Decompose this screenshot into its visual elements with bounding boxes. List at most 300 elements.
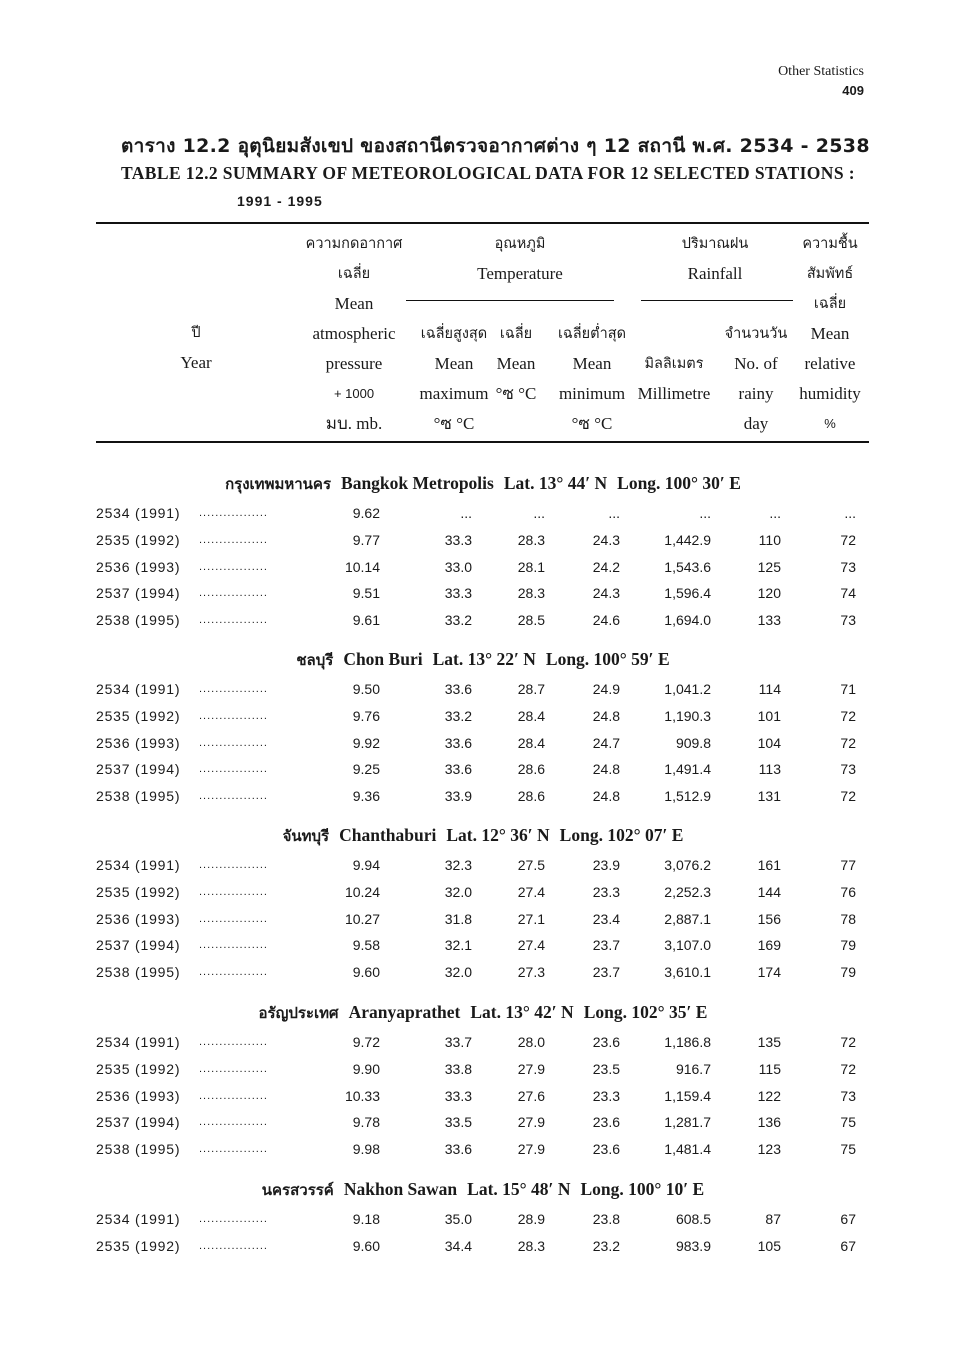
station-name-thai: จันทบุรี [282, 827, 330, 845]
mean-temp-cell: 28.3 [517, 531, 545, 548]
mean-max-cell: 34.4 [444, 1237, 472, 1254]
mean-min-cell: 23.6 [592, 1114, 620, 1131]
station-heading [0, 472, 966, 496]
table-row [0, 708, 966, 728]
pressure-cell: 9.78 [352, 1114, 380, 1131]
table-row [0, 505, 966, 525]
rainy-days-cell: 144 [757, 883, 781, 900]
rainy-days-cell: 169 [757, 937, 781, 954]
rainfall-mm-cell: 1,543.6 [664, 558, 711, 575]
table-row [0, 681, 966, 701]
mean-min-cell: 24.8 [592, 761, 620, 778]
rainfall-mm-cell: 1,481.4 [664, 1141, 711, 1158]
rainfall-mm-cell: 1,186.8 [664, 1034, 711, 1050]
year-cell: 2538 (1995) [96, 788, 181, 805]
mean-max-cell: 33.8 [444, 1060, 472, 1077]
rainfall-mm-cell: 2,887.1 [664, 910, 711, 927]
pressure-cell: 9.60 [352, 1237, 380, 1254]
rainfall-mm-cell: 3,610.1 [664, 964, 711, 981]
rainfall-mm-cell: 1,442.9 [664, 531, 711, 548]
mean-max-cell: 33.0 [444, 558, 472, 575]
leader-dots: ................. [199, 709, 268, 722]
rainfall-mm-cell: 3,107.0 [664, 937, 711, 954]
rainy-days-header-line: จำนวนวัน [724, 326, 788, 342]
mean-min-cell: 23.6 [592, 1141, 620, 1158]
year-cell: 2537 (1994) [96, 761, 181, 778]
mean-temp-cell: 27.4 [517, 883, 545, 900]
year-cell: 2535 (1992) [96, 1060, 181, 1077]
mean-max-cell: 33.6 [444, 734, 472, 751]
table-row [0, 585, 966, 605]
leader-dots: ................. [199, 885, 268, 898]
mean-max-cell: 33.7 [444, 1034, 472, 1050]
station-name-english: Bangkok Metropolis [341, 473, 494, 493]
rainy-days-cell: 114 [758, 681, 781, 697]
humidity-cell: 72 [840, 1060, 856, 1077]
humidity-cell: 77 [840, 857, 856, 873]
station-heading [0, 824, 966, 848]
table-row [0, 532, 966, 552]
mean-min-header-line: minimum [558, 384, 626, 403]
rainfall-mm-cell: 1,512.9 [664, 788, 711, 805]
rainfall-mm-cell: 909.8 [675, 734, 711, 751]
table-row [0, 735, 966, 755]
mean-temp-cell: 28.1 [517, 558, 545, 575]
temperature-header-th: อุณหภูมิ [494, 236, 546, 252]
mean-temp-cell: 27.9 [517, 1060, 545, 1077]
leader-dots: ................. [199, 614, 268, 627]
rainy-days-cell: 161 [757, 857, 781, 873]
pressure-cell: 9.62 [352, 505, 380, 521]
station-longitude: Long. 100° 59′ E [545, 649, 670, 669]
rainfall-mm-cell: 1,190.3 [664, 707, 711, 724]
table-row [0, 964, 966, 984]
year-cell: 2534 (1991) [96, 681, 181, 697]
leader-dots: ................. [199, 1143, 268, 1156]
pressure-cell: 9.51 [352, 585, 380, 602]
mean-min-cell: 24.2 [592, 558, 620, 575]
section-label: Other Statistics [778, 64, 864, 79]
table-title-thai: ตาราง 12.2 อุตุนิยมสังเขป ของสถานีตรวจอากาศต่าง ๆ 12 สถานี พ.ศ. 2534 - 2538 [121, 135, 870, 157]
year-cell: 2536 (1993) [96, 910, 181, 927]
rainy-days-cell: 101 [757, 707, 781, 724]
humidity-header-line: humidity [799, 384, 861, 403]
year-cell: 2538 (1995) [96, 964, 181, 981]
leader-dots: ................. [199, 1089, 268, 1102]
mean-temp-cell: 27.6 [517, 1087, 545, 1104]
leader-dots: ................. [199, 1116, 268, 1129]
station-longitude: Long. 100° 30′ E [617, 473, 741, 493]
mean-min-cell: 23.3 [592, 883, 620, 900]
humidity-cell: 72 [840, 734, 856, 751]
mean-temp-cell: 28.0 [517, 1034, 545, 1050]
pressure-header-line: + 1000 [333, 386, 375, 401]
pressure-cell: 9.50 [352, 681, 380, 697]
rainy-days-header-line: No. of [734, 354, 778, 373]
mean-temp-cell: 27.3 [517, 964, 545, 981]
leader-dots: ................. [199, 859, 268, 871]
humidity-cell: 72 [840, 1034, 856, 1050]
mean-max-cell: 33.2 [444, 707, 472, 724]
pressure-cell: 9.60 [352, 964, 380, 981]
rainy-days-cell: 120 [757, 585, 781, 602]
rainfall-header-en: Rainfall [687, 264, 743, 283]
mean-max-cell: 33.5 [444, 1114, 472, 1131]
table-row [0, 937, 966, 957]
pressure-cell: 10.24 [344, 883, 380, 900]
header-bottom-rule [96, 441, 869, 443]
leader-dots: ................. [199, 533, 268, 546]
pressure-cell: 9.76 [352, 707, 380, 724]
year-header [166, 318, 226, 378]
mean-min-cell: 23.9 [592, 857, 620, 873]
pressure-cell: 9.25 [352, 761, 380, 778]
station-latitude: Lat. 12° 36′ N [446, 825, 550, 845]
mean-max-cell: 32.0 [444, 964, 472, 981]
year-cell: 2534 (1991) [96, 1034, 181, 1050]
year-cell: 2538 (1995) [96, 612, 181, 629]
rainy-days-cell: 104 [757, 734, 781, 751]
year-cell: 2536 (1993) [96, 1087, 181, 1104]
mean-max-header-line: Mean [434, 354, 474, 373]
rainy-days-cell: 123 [757, 1141, 781, 1158]
year-cell: 2537 (1994) [96, 1114, 181, 1131]
humidity-header-line: ความชื้น [802, 236, 858, 252]
rainfall-mm-cell: 1,694.0 [664, 612, 711, 629]
mean-min-cell: 24.8 [592, 788, 620, 805]
pressure-header-line: atmospheric [312, 324, 396, 343]
mean-min-cell: 23.7 [592, 964, 620, 981]
humidity-cell: 73 [840, 558, 856, 575]
humidity-cell: 79 [840, 964, 856, 981]
leader-dots: ................. [199, 1239, 268, 1252]
year-cell: 2535 (1992) [96, 531, 181, 548]
station-longitude: Long. 102° 07′ E [559, 825, 684, 845]
table-row [0, 1034, 966, 1054]
year-cell: 2538 (1995) [96, 1141, 181, 1158]
mean-max-cell: 33.6 [444, 761, 472, 778]
pressure-cell: 9.36 [352, 788, 380, 805]
mean-max-cell: 33.3 [444, 531, 472, 548]
table-row [0, 1238, 966, 1258]
rainy-days-cell: 125 [757, 558, 781, 575]
humidity-header-line: เฉลี่ย [813, 296, 847, 312]
humidity-header [790, 229, 870, 439]
mean-max-cell: ... [460, 505, 472, 521]
year-cell: 2534 (1991) [96, 505, 181, 521]
leader-dots: ................. [199, 966, 268, 979]
pressure-header-line: Mean [334, 294, 374, 313]
mean-temp-header-line: Mean [496, 354, 536, 373]
rainy-days-cell: 156 [757, 910, 781, 927]
table-title-english: TABLE 12.2 SUMMARY OF METEOROLOGICAL DATA FOR 12 SELECTED STATIONS : [121, 163, 855, 183]
humidity-header-line: % [824, 416, 836, 431]
leader-dots: ................. [199, 1062, 268, 1075]
humidity-cell: 76 [840, 883, 856, 900]
mean-temp-header-line: °ซ °C [495, 384, 537, 403]
pressure-header-line: เฉลี่ย [337, 266, 371, 282]
humidity-cell: 72 [840, 531, 856, 548]
leader-dots: ................. [199, 736, 268, 749]
pressure-cell: 9.58 [352, 937, 380, 954]
rainfall-mm-cell: 983.9 [675, 1237, 711, 1254]
mean-min-cell: 23.7 [592, 937, 620, 954]
mean-max-cell: 33.3 [444, 1087, 472, 1104]
mean-temp-cell: 28.4 [517, 707, 545, 724]
mean-max-header-line: maximum [419, 384, 489, 403]
pressure-cell: 9.92 [352, 734, 380, 751]
leader-dots: ................. [199, 1213, 268, 1225]
rainfall-mm-cell: 1,041.2 [664, 681, 711, 697]
mean-max-cell: 33.6 [444, 1141, 472, 1158]
humidity-cell: 75 [840, 1114, 856, 1131]
pressure-cell: 9.94 [352, 857, 380, 873]
humidity-header-line: สัมพัทธ์ [806, 266, 854, 282]
table-title-english-years: 1991 - 1995 [237, 193, 323, 209]
mean-temp-cell: 28.5 [517, 612, 545, 629]
mean-max-cell: 31.8 [444, 910, 472, 927]
pressure-cell: 9.18 [352, 1211, 380, 1227]
pressure-cell: 9.61 [352, 612, 380, 629]
mean-max-cell: 33.9 [444, 788, 472, 805]
millimetre-header-line: มิลลิเมตร [644, 356, 704, 372]
humidity-cell: 72 [840, 788, 856, 805]
mean-temp-cell: 28.6 [517, 788, 545, 805]
mean-min-cell: 23.6 [592, 1034, 620, 1050]
rainy-days-header [718, 319, 794, 439]
year-header-th: ปี [191, 325, 201, 341]
rainy-days-cell: 113 [758, 761, 781, 778]
mean-temp-cell: 27.4 [517, 937, 545, 954]
station-latitude: Lat. 15° 48′ N [467, 1179, 571, 1199]
mean-temp-cell: 28.6 [517, 761, 545, 778]
mean-temp-header-line: เฉลี่ย [499, 326, 533, 342]
humidity-cell: 78 [840, 910, 856, 927]
mean-min-header-line: Mean [572, 354, 612, 373]
mean-temp-cell: 27.9 [517, 1114, 545, 1131]
pressure-cell: 10.14 [344, 558, 380, 575]
mean-min-header [550, 319, 634, 439]
station-heading [0, 648, 966, 672]
leader-dots: ................. [199, 683, 268, 695]
rainfall-mm-cell: 1,491.4 [664, 761, 711, 778]
station-name-english: Chon Buri [343, 649, 423, 669]
mean-min-cell: 24.6 [592, 612, 620, 629]
temperature-header-en: Temperature [477, 264, 563, 283]
millimetre-header [626, 349, 722, 409]
mean-temp-cell: 28.3 [517, 585, 545, 602]
mean-min-cell: 23.8 [592, 1211, 620, 1227]
mean-temp-cell: 27.5 [517, 857, 545, 873]
mean-temp-cell: 28.9 [517, 1211, 545, 1227]
table-row [0, 788, 966, 808]
table-row [0, 1211, 966, 1231]
humidity-header-line: Mean [810, 324, 850, 343]
mean-min-cell: 23.5 [592, 1060, 620, 1077]
rainfall-mm-cell: ... [699, 505, 711, 521]
table-row [0, 559, 966, 579]
table-row [0, 884, 966, 904]
humidity-cell: 73 [840, 1087, 856, 1104]
pressure-cell: 10.33 [344, 1087, 380, 1104]
mean-max-cell: 32.3 [444, 857, 472, 873]
rainfall-mm-cell: 3,076.2 [664, 857, 711, 873]
leader-dots: ................. [199, 912, 268, 925]
rainfall-mm-cell: 1,159.4 [664, 1087, 711, 1104]
table-row [0, 911, 966, 931]
mean-max-header-line: เฉลี่ยสูงสุด [420, 326, 488, 342]
table-row [0, 857, 966, 877]
station-name-english: Aranyaprathet [348, 1002, 461, 1022]
humidity-cell: 79 [840, 937, 856, 954]
rainy-days-cell: 174 [757, 964, 781, 981]
year-cell: 2534 (1991) [96, 1211, 181, 1227]
rainy-days-cell: 105 [757, 1237, 781, 1254]
year-cell: 2534 (1991) [96, 857, 181, 873]
temperature-group-rule [406, 300, 614, 301]
rainfall-mm-cell: 1,596.4 [664, 585, 711, 602]
humidity-header-line: relative [804, 354, 856, 373]
pressure-header-line: มบ. mb. [325, 414, 383, 433]
table-row [0, 612, 966, 632]
mean-temp-cell: 28.4 [517, 734, 545, 751]
leader-dots: ................. [199, 790, 268, 803]
humidity-cell: ... [844, 505, 856, 521]
rainy-days-cell: 131 [757, 788, 781, 805]
rainfall-group-rule [641, 300, 793, 301]
station-latitude: Lat. 13° 42′ N [470, 1002, 574, 1022]
mean-max-cell: 32.0 [444, 883, 472, 900]
table-row [0, 1088, 966, 1108]
humidity-cell: 72 [840, 707, 856, 724]
mean-max-header-line: °ซ °C [433, 414, 475, 433]
pressure-cell: 9.72 [352, 1034, 380, 1050]
pressure-header-line: ความกดอากาศ [305, 236, 403, 252]
mean-min-cell: 24.9 [592, 681, 620, 697]
rainfall-group-header [640, 229, 790, 289]
table-row [0, 761, 966, 781]
station-name-thai: ชลบุรี [296, 651, 334, 669]
station-latitude: Lat. 13° 22′ N [432, 649, 536, 669]
mean-min-cell: 23.4 [592, 910, 620, 927]
year-cell: 2537 (1994) [96, 585, 181, 602]
year-cell: 2536 (1993) [96, 734, 181, 751]
millimetre-header-line: Millimetre [637, 384, 711, 403]
page-number: 409 [842, 83, 864, 98]
rainfall-mm-cell: 608.5 [675, 1211, 711, 1227]
leader-dots: ................. [199, 763, 268, 776]
rainy-days-cell: 87 [765, 1211, 781, 1227]
station-longitude: Long. 102° 35′ E [583, 1002, 708, 1022]
year-header-en: Year [180, 353, 212, 372]
year-cell: 2536 (1993) [96, 558, 181, 575]
station-name-thai: กรุงเทพมหานคร [225, 475, 332, 493]
table-row [0, 1141, 966, 1161]
mean-max-cell: 33.2 [444, 612, 472, 629]
station-latitude: Lat. 13° 44′ N [503, 473, 608, 493]
rainfall-mm-cell: 1,281.7 [664, 1114, 711, 1131]
humidity-cell: 73 [840, 612, 856, 629]
year-cell: 2535 (1992) [96, 883, 181, 900]
leader-dots: ................. [199, 560, 268, 573]
station-name-english: Chanthaburi [339, 825, 437, 845]
header-top-rule [96, 222, 869, 224]
rainfall-mm-cell: 2,252.3 [664, 883, 711, 900]
mean-max-cell: 32.1 [444, 937, 472, 954]
mean-temp-cell: ... [533, 505, 545, 521]
leader-dots: ................. [199, 1036, 268, 1048]
mean-min-cell: 24.7 [592, 734, 620, 751]
mean-min-header-line: °ซ °C [571, 414, 613, 433]
pressure-cell: 9.77 [352, 531, 380, 548]
table-row [0, 1061, 966, 1081]
humidity-cell: 73 [840, 761, 856, 778]
leader-dots: ................. [199, 587, 268, 600]
mean-min-cell: 24.3 [592, 585, 620, 602]
leader-dots: ................. [199, 939, 268, 952]
mean-min-header-line: เฉลี่ยต่ำสุด [557, 326, 627, 342]
mean-temp-cell: 28.7 [517, 681, 545, 697]
rainy-days-cell: 135 [757, 1034, 781, 1050]
mean-max-cell: 35.0 [444, 1211, 472, 1227]
temperature-group-header [420, 229, 620, 289]
humidity-cell: 74 [840, 585, 856, 602]
rainy-days-header-line: rainy [738, 384, 774, 403]
mean-temp-cell: 27.9 [517, 1141, 545, 1158]
rainy-days-cell: 136 [757, 1114, 781, 1131]
table-row [0, 1114, 966, 1134]
station-longitude: Long. 100° 10′ E [580, 1179, 705, 1199]
mean-temp-header [488, 319, 544, 409]
mean-temp-cell: 27.1 [517, 910, 545, 927]
humidity-cell: 67 [840, 1211, 856, 1227]
year-cell: 2537 (1994) [96, 937, 181, 954]
humidity-cell: 71 [840, 681, 856, 697]
pressure-header-line: pressure [325, 354, 383, 373]
rainy-days-header-line: day [743, 414, 769, 433]
rainy-days-cell: 133 [757, 612, 781, 629]
year-cell: 2535 (1992) [96, 707, 181, 724]
leader-dots: ................. [199, 507, 268, 519]
mean-max-cell: 33.3 [444, 585, 472, 602]
station-heading [0, 1001, 966, 1025]
rainfall-header-th: ปริมาณฝน [681, 236, 749, 252]
pressure-cell: 10.27 [344, 910, 380, 927]
station-heading [0, 1178, 966, 1202]
pressure-cell: 9.98 [352, 1141, 380, 1158]
pressure-cell: 9.90 [352, 1060, 380, 1077]
humidity-cell: 67 [840, 1237, 856, 1254]
mean-min-cell: ... [608, 505, 620, 521]
rainy-days-cell: 122 [757, 1087, 781, 1104]
page-header [778, 62, 864, 100]
station-name-thai: นครสวรรค์ [261, 1181, 334, 1199]
mean-min-cell: 24.8 [592, 707, 620, 724]
station-name-thai: อรัญประเทศ [258, 1004, 339, 1022]
mean-min-cell: 24.3 [592, 531, 620, 548]
year-cell: 2535 (1992) [96, 1237, 181, 1254]
mean-temp-cell: 28.3 [517, 1237, 545, 1254]
humidity-cell: 75 [840, 1141, 856, 1158]
pressure-header [296, 229, 412, 439]
station-name-english: Nakhon Sawan [343, 1179, 458, 1199]
mean-min-cell: 23.3 [592, 1087, 620, 1104]
mean-min-cell: 23.2 [592, 1237, 620, 1254]
rainy-days-cell: ... [769, 505, 781, 521]
rainy-days-cell: 110 [758, 531, 781, 548]
rainfall-mm-cell: 916.7 [675, 1060, 711, 1077]
rainy-days-cell: 115 [758, 1060, 781, 1077]
